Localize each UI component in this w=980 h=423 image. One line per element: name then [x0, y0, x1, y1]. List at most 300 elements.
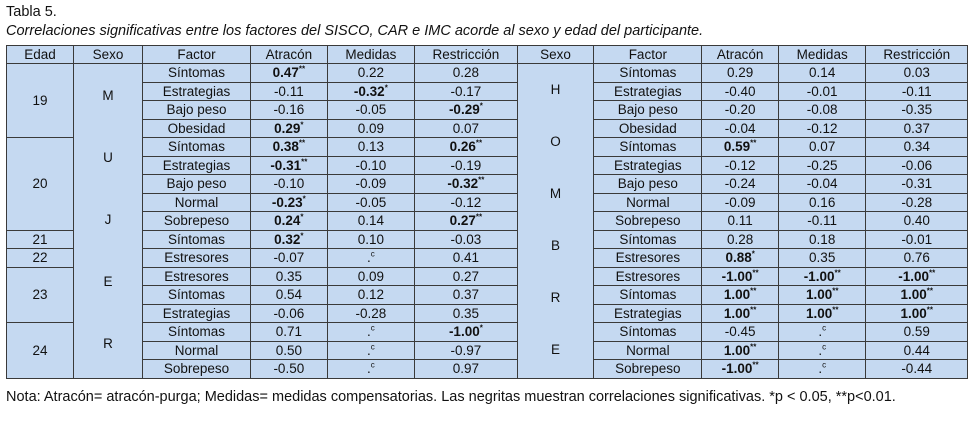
value-text: -0.24 [724, 176, 756, 192]
factor-cell: Normal [143, 193, 251, 212]
value-text: -0.17 [450, 83, 482, 99]
significance-mark: * [479, 101, 483, 111]
significance-mark: ** [926, 286, 933, 296]
value-cell [327, 101, 414, 120]
value-cell [327, 323, 414, 342]
header-row [7, 46, 968, 64]
significance-mark: ** [928, 268, 936, 278]
significance-mark: * [479, 323, 483, 333]
value-cell [702, 212, 779, 231]
factor-cell: Síntomas [143, 64, 251, 83]
value-text: 0.03 [903, 65, 930, 81]
value-cell [866, 175, 968, 194]
value-cell [251, 82, 328, 101]
value-cell [702, 323, 779, 342]
factor-cell: Síntomas [143, 138, 251, 157]
value-cell [702, 138, 779, 157]
significance-mark: * [751, 249, 755, 259]
age-cell: 21 [7, 230, 74, 249]
sex-letter: O [550, 134, 561, 150]
significance-mark: ** [298, 138, 306, 148]
value-cell [251, 249, 328, 268]
value-text: 1.00 [805, 305, 833, 321]
value-cell [251, 193, 328, 212]
significance-mark: c [370, 323, 375, 333]
value-cell [778, 323, 865, 342]
age-cell: 23 [7, 267, 74, 323]
factor-cell: Estrategias [594, 304, 702, 323]
value-text: -0.44 [901, 361, 933, 377]
value-text: -0.12 [450, 194, 482, 210]
significance-mark: ** [832, 305, 839, 315]
value-cell [702, 156, 779, 175]
value-cell [866, 267, 968, 286]
table-row [7, 267, 968, 286]
value-cell [778, 267, 865, 286]
value-text: -0.03 [450, 231, 482, 247]
value-cell [702, 304, 779, 323]
table-row [7, 360, 968, 379]
value-text: 0.41 [452, 250, 480, 266]
significance-mark: ** [475, 138, 483, 148]
value-text: -0.31 [270, 157, 302, 173]
significance-mark: c [822, 342, 827, 352]
table-label: Tabla 5. [6, 4, 57, 20]
significance-mark: ** [752, 360, 759, 370]
value-cell [327, 156, 414, 175]
sex-letter: R [550, 289, 561, 305]
value-cell [702, 82, 779, 101]
value-cell [327, 249, 414, 268]
significance-mark: ** [926, 305, 933, 315]
value-cell [866, 119, 968, 138]
value-text: 0.09 [357, 268, 385, 284]
value-text: -0.11 [273, 83, 304, 99]
factor-cell: Estrategias [143, 304, 251, 323]
value-cell [702, 119, 779, 138]
factor-cell: Estresores [594, 249, 702, 268]
value-cell [251, 156, 328, 175]
significance-mark: c [370, 342, 375, 352]
significance-mark: ** [298, 64, 306, 74]
value-cell [415, 249, 518, 268]
value-cell [327, 286, 414, 305]
factor-cell: Síntomas [594, 286, 702, 305]
value-text: 0.35 [275, 268, 302, 284]
value-cell [327, 193, 414, 212]
value-text: 0.11 [727, 213, 753, 229]
value-text: -0.32 [353, 83, 385, 99]
value-text: . [818, 324, 823, 340]
factor-cell: Normal [143, 341, 251, 360]
value-text: 0.26 [449, 139, 476, 155]
value-cell [251, 304, 328, 323]
value-text: -0.01 [806, 83, 838, 99]
table-subtitle: Correlaciones significativas entre los factores del SISCO, CAR e IMC acorde al sexo y edad del participante. [6, 23, 704, 39]
value-cell [327, 119, 414, 138]
value-cell [327, 82, 414, 101]
value-cell [778, 64, 865, 83]
significance-mark: ** [834, 268, 841, 278]
header-cell: Edad [7, 46, 74, 64]
header-cell: Factor [143, 46, 251, 64]
table-row [7, 341, 968, 360]
table-row [7, 138, 968, 157]
value-text: -0.97 [450, 342, 482, 358]
value-text: -1.00 [803, 268, 835, 284]
value-cell [415, 212, 518, 231]
value-text: 0.28 [727, 231, 754, 247]
factor-cell: Estresores [143, 249, 251, 268]
factor-cell: Síntomas [594, 323, 702, 342]
value-text: -0.11 [901, 83, 932, 99]
value-text: -1.00 [898, 268, 929, 284]
value-text: 0.34 [903, 139, 930, 155]
value-text: -0.08 [806, 102, 838, 118]
value-cell [778, 249, 865, 268]
header-cell: Sexo [517, 46, 594, 64]
value-cell [251, 119, 328, 138]
value-text: 1.00 [723, 287, 751, 303]
value-cell [866, 286, 968, 305]
value-text: -0.45 [724, 324, 756, 340]
value-cell [866, 193, 968, 212]
value-cell [251, 267, 328, 286]
value-cell [415, 230, 518, 249]
value-cell [251, 286, 328, 305]
value-text: . [818, 342, 823, 358]
factor-cell: Sobrepeso [594, 360, 702, 379]
value-cell [251, 360, 328, 379]
factor-cell: Normal [594, 341, 702, 360]
value-text: -0.05 [355, 102, 387, 118]
sex-letter: E [551, 341, 561, 357]
factor-cell: Sobrepeso [143, 212, 251, 231]
value-text: -0.07 [273, 250, 305, 266]
header-cell: Restricción [415, 46, 518, 64]
factor-cell: Estrategias [594, 156, 702, 175]
value-text: 1.00 [900, 305, 927, 321]
value-text: -0.23 [271, 194, 303, 210]
age-cell: 20 [7, 138, 74, 231]
value-text: 0.54 [275, 287, 302, 303]
value-cell [415, 267, 518, 286]
significance-mark: ** [301, 157, 308, 167]
value-cell [702, 267, 779, 286]
value-text: -0.10 [273, 176, 305, 192]
significance-mark: * [300, 120, 304, 130]
factor-cell: Sobrepeso [143, 360, 251, 379]
value-cell [702, 249, 779, 268]
value-text: 0.24 [274, 213, 301, 229]
value-text: -0.01 [901, 231, 933, 247]
value-cell [702, 286, 779, 305]
value-cell [327, 230, 414, 249]
header-cell: Medidas [327, 46, 414, 64]
value-text: 0.09 [357, 120, 385, 136]
significance-mark: * [302, 194, 306, 204]
factor-cell: Síntomas [594, 64, 702, 83]
value-text: 0.29 [274, 120, 301, 136]
value-cell [415, 360, 518, 379]
value-cell [251, 175, 328, 194]
value-cell [327, 267, 414, 286]
value-text: 0.28 [452, 65, 480, 81]
value-cell [251, 341, 328, 360]
value-text: -0.29 [448, 102, 480, 118]
table-row [7, 304, 968, 323]
factor-cell: Bajo peso [143, 175, 251, 194]
factor-cell: Bajo peso [143, 101, 251, 120]
value-cell [866, 304, 968, 323]
value-cell [415, 82, 518, 101]
value-cell [866, 360, 968, 379]
sex-letter: U [103, 149, 113, 165]
value-text: 0.40 [903, 213, 930, 229]
value-cell [866, 64, 968, 83]
header-cell: Atracón [702, 46, 779, 64]
value-cell [778, 360, 865, 379]
significance-mark: * [384, 83, 388, 93]
value-cell [778, 286, 865, 305]
value-cell [327, 304, 414, 323]
value-cell [702, 64, 779, 83]
significance-mark: ** [750, 305, 757, 315]
value-cell [251, 212, 328, 231]
significance-mark: * [300, 231, 304, 241]
correlation-table [6, 45, 968, 379]
value-cell [327, 360, 414, 379]
value-cell [415, 304, 518, 323]
significance-mark: ** [475, 212, 483, 222]
value-text: -0.10 [355, 157, 387, 173]
value-text: 0.16 [809, 194, 836, 210]
value-text: -0.16 [273, 102, 305, 118]
table-row [7, 323, 968, 342]
value-text: 0.07 [452, 120, 480, 136]
value-text: -0.28 [355, 305, 387, 321]
value-text: 0.71 [275, 324, 302, 340]
sex-letter: B [551, 237, 561, 253]
value-cell [778, 304, 865, 323]
value-cell [251, 323, 328, 342]
table-note: Nota: Atracón= atracón-purga; Medidas= medidas compensatorias. Las negritas muestran correlaciones significativas. *p < 0.05, **p<0.01. [6, 389, 896, 405]
value-cell [415, 286, 518, 305]
value-text: . [367, 361, 371, 377]
value-text: 1.00 [723, 305, 751, 321]
value-cell [415, 64, 518, 83]
mujer-sex-column [73, 64, 142, 379]
value-cell [778, 193, 865, 212]
header-cell: Atracón [251, 46, 328, 64]
value-text: 0.35 [452, 305, 480, 321]
header-cell: Factor [594, 46, 702, 64]
value-cell [866, 101, 968, 120]
value-text: 0.18 [809, 231, 836, 247]
significance-mark: ** [750, 286, 757, 296]
significance-mark: c [822, 360, 827, 370]
table-row [7, 175, 968, 194]
value-text: 1.00 [723, 342, 751, 358]
value-text: -1.00 [448, 324, 480, 340]
table-row [7, 82, 968, 101]
value-cell [327, 212, 414, 231]
value-text: 0.27 [449, 213, 476, 229]
value-text: -0.04 [806, 176, 838, 192]
value-text: 0.59 [723, 139, 751, 155]
value-text: 0.44 [903, 342, 930, 358]
value-text: -0.04 [724, 120, 756, 136]
value-cell [415, 341, 518, 360]
significance-mark: c [370, 249, 375, 259]
value-text: -0.28 [901, 194, 933, 210]
value-cell [327, 341, 414, 360]
factor-cell: Estrategias [594, 82, 702, 101]
value-cell [415, 156, 518, 175]
factor-cell: Síntomas [143, 230, 251, 249]
value-cell [778, 119, 865, 138]
value-cell [702, 360, 779, 379]
factor-cell: Síntomas [594, 230, 702, 249]
sex-letter: M [549, 186, 562, 202]
value-text: 0.35 [809, 250, 836, 266]
sex-letter: R [103, 336, 113, 352]
table-row [7, 119, 968, 138]
header-cell: Medidas [778, 46, 865, 64]
value-text: -0.12 [724, 157, 756, 173]
value-text: 0.97 [452, 361, 480, 377]
table-row [7, 101, 968, 120]
value-cell [778, 175, 865, 194]
value-cell [251, 64, 328, 83]
sex-letter: E [103, 274, 113, 290]
value-text: -0.06 [273, 305, 305, 321]
table-row [7, 286, 968, 305]
significance-mark: ** [478, 175, 485, 185]
value-cell [415, 193, 518, 212]
value-text: 0.47 [272, 65, 299, 81]
value-text: -0.20 [724, 102, 756, 118]
significance-mark: c [822, 323, 827, 333]
factor-cell: Bajo peso [594, 175, 702, 194]
factor-cell: Síntomas [143, 323, 251, 342]
value-cell [866, 138, 968, 157]
value-text: 0.27 [452, 268, 480, 284]
value-cell [866, 323, 968, 342]
value-text: -0.31 [901, 176, 933, 192]
factor-cell: Bajo peso [594, 101, 702, 120]
value-text: -0.11 [807, 213, 838, 229]
value-cell [415, 323, 518, 342]
value-text: . [367, 324, 371, 340]
value-cell [415, 119, 518, 138]
table-row [7, 64, 968, 83]
factor-cell: Obesidad [594, 119, 702, 138]
value-cell [702, 175, 779, 194]
value-text: -1.00 [721, 361, 753, 377]
header-cell: Sexo [73, 46, 142, 64]
value-cell [251, 138, 328, 157]
value-text: 0.29 [727, 65, 754, 81]
value-text: . [367, 342, 371, 358]
value-cell [702, 230, 779, 249]
value-text: 0.37 [452, 287, 480, 303]
value-cell [415, 175, 518, 194]
value-cell [327, 175, 414, 194]
factor-cell: Síntomas [143, 286, 251, 305]
value-text: 0.14 [357, 213, 385, 229]
value-text: . [818, 361, 823, 377]
value-text: -0.32 [447, 176, 479, 192]
factor-cell: Estresores [594, 267, 702, 286]
value-text: -0.09 [724, 194, 756, 210]
value-cell [415, 101, 518, 120]
value-text: -0.25 [806, 157, 838, 173]
table-row [7, 193, 968, 212]
value-text: 0.76 [903, 250, 930, 266]
value-text: 0.22 [357, 65, 385, 81]
factor-cell: Estresores [143, 267, 251, 286]
value-cell [778, 138, 865, 157]
value-text: -0.12 [806, 120, 838, 136]
value-cell [866, 82, 968, 101]
value-text: 0.50 [275, 342, 302, 358]
factor-cell: Estrategias [143, 82, 251, 101]
value-text: 0.13 [357, 139, 385, 155]
sex-letter: J [104, 211, 112, 227]
value-text: -0.40 [724, 83, 756, 99]
value-cell [866, 230, 968, 249]
value-cell [866, 341, 968, 360]
significance-mark: ** [750, 138, 757, 148]
sex-letter: M [102, 87, 114, 103]
value-text: 0.07 [809, 139, 836, 155]
value-text: 0.10 [357, 231, 385, 247]
value-cell [866, 156, 968, 175]
age-cell: 24 [7, 323, 74, 379]
value-cell [251, 101, 328, 120]
value-cell [702, 193, 779, 212]
value-text: 0.37 [903, 120, 930, 136]
value-text: -0.19 [450, 157, 482, 173]
value-cell [702, 341, 779, 360]
value-text: 0.32 [274, 231, 301, 247]
value-text: -0.05 [355, 194, 387, 210]
value-cell [778, 82, 865, 101]
value-text: 0.59 [903, 324, 930, 340]
factor-cell: Síntomas [594, 138, 702, 157]
significance-mark: c [370, 360, 375, 370]
table-row [7, 212, 968, 231]
table-row [7, 249, 968, 268]
value-cell [778, 230, 865, 249]
value-text: -0.09 [355, 176, 387, 192]
header-cell: Restricción [866, 46, 968, 64]
value-text: 1.00 [900, 287, 927, 303]
value-text: . [367, 250, 371, 266]
value-text: -0.06 [901, 157, 933, 173]
table-row [7, 156, 968, 175]
age-cell: 19 [7, 64, 74, 138]
value-cell [866, 249, 968, 268]
factor-cell: Sobrepeso [594, 212, 702, 231]
value-cell [778, 341, 865, 360]
value-cell [702, 101, 779, 120]
value-cell [778, 212, 865, 231]
significance-mark: * [300, 212, 304, 222]
factor-cell: Obesidad [143, 119, 251, 138]
significance-mark: ** [832, 286, 839, 296]
